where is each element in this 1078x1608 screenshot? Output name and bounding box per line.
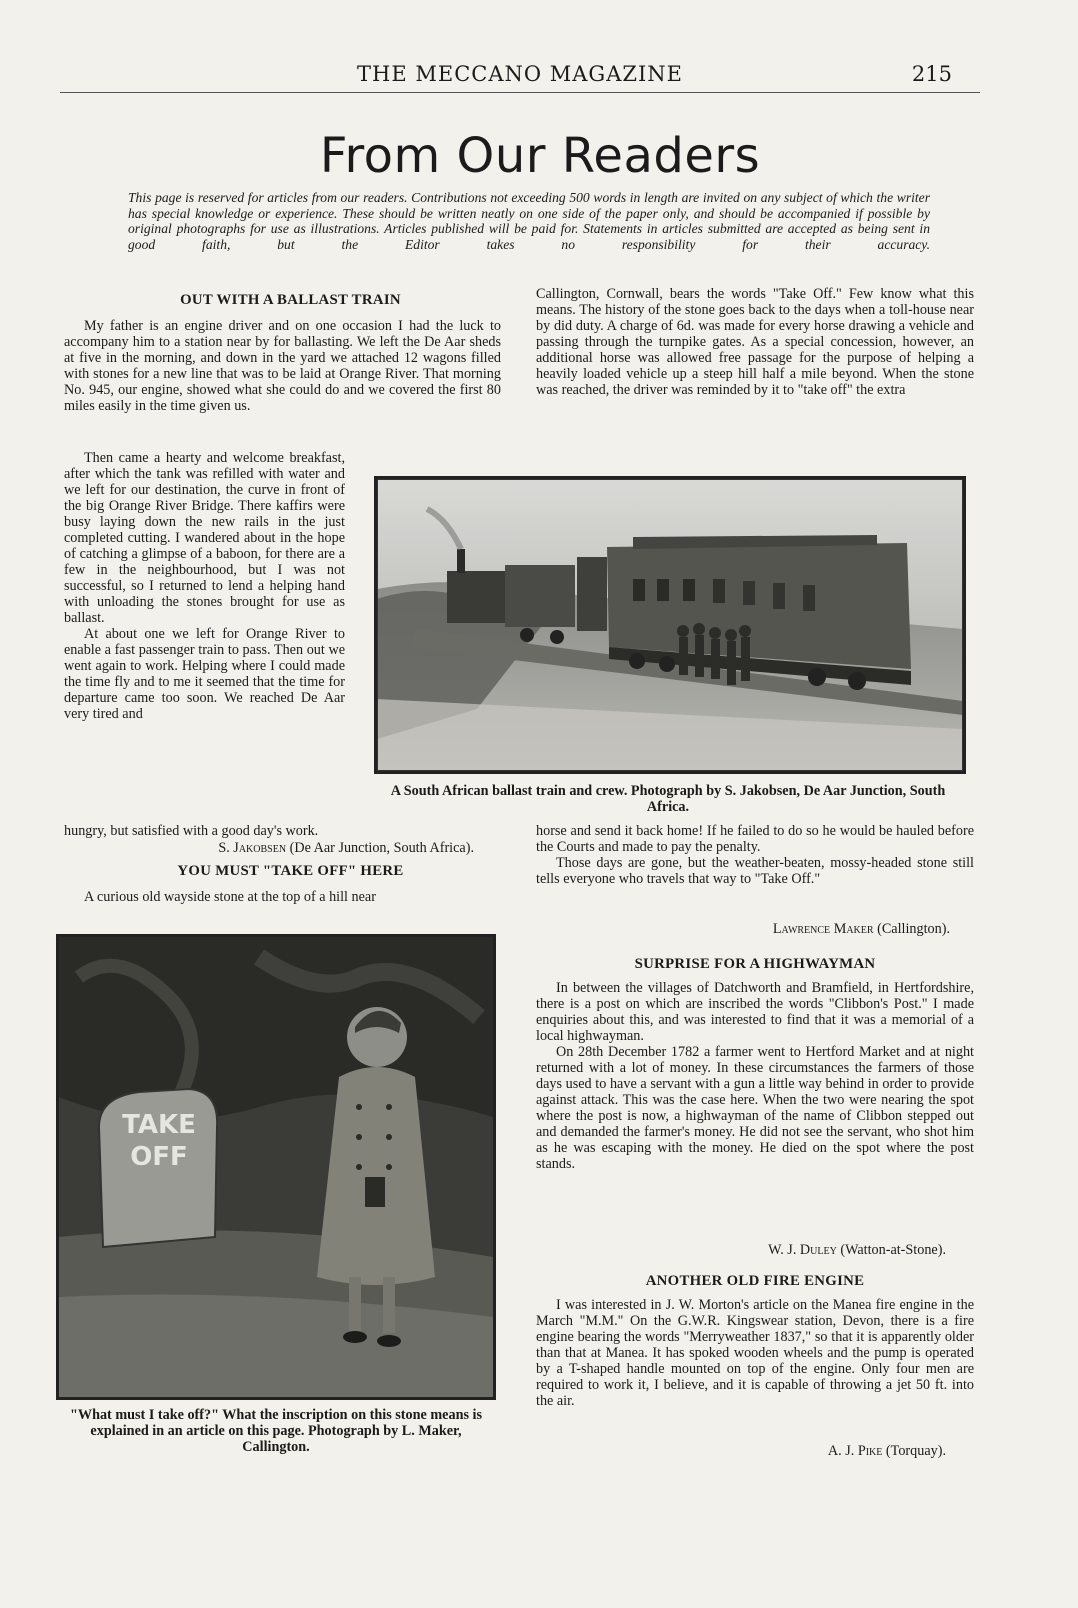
- caption-take-off-stone: "What must I take off?" What the inscription on this stone means is explained in an article on this page. Photograph by L. Maker, Callington.: [70, 1407, 482, 1455]
- author-name: S. Jakobsen: [218, 840, 287, 856]
- takeoff-para-start: A curious old wayside stone at the top of a hill near: [84, 889, 376, 905]
- highwayman-signature: [536, 1242, 946, 1258]
- photo-take-off-stone: [56, 934, 496, 1400]
- author-name: W. J. Duley: [768, 1242, 837, 1258]
- fire-engine-body: I was interested in J. W. Morton's article on the Manea fire engine in the March "M.M." On the G.W.R. Kingswear station, Devon, there is a fire engine bearing the words "Merryweather 1837," so that it is apparently older than that at Manea. It has spoked wooden wheels and the pump is operated by a T-shaped handle mounted on top of the engine. Only four men are required to work it, I believe, and it is capable of throwing a jet 50 ft. into the air.: [536, 1297, 974, 1409]
- ballast-para-1: My father is an engine driver and on one occasion I had the luck to accompany him to a station near by for ballasting. We left the De Aar sheds at five in the morning, and down in the yard we attached 12 wagons filled with stones for a new line that was to be laid at Orange River. That morning No. 945, our engine, showed what she could do and we covered the first 80 miles easily in the time given us.: [64, 318, 501, 414]
- takeoff-para-cont: Callington, Cornwall, bears the words "Take Off." Few know what this means. The history of the stone goes back to the days when a toll-house near by did duty. A charge of 6d. was made for every horse drawing a vehicle and passing through the turnpike gates. As a special concession, however, an additional horse was allowed free passage for the purpose of helping a heavily loaded vehicle up a steep hill half a mile beyond. When the stone was reached, the driver was reminded by it to "take off" the extra: [536, 286, 974, 398]
- heading-take-off: YOU MUST "TAKE OFF" HERE: [177, 863, 404, 879]
- heading-highwayman: SURPRISE FOR A HIGHWAYMAN: [634, 956, 876, 972]
- magazine-title: THE MECCANO MAGAZINE: [357, 62, 683, 86]
- heading-fire-engine: ANOTHER OLD FIRE ENGINE: [645, 1273, 865, 1289]
- author-name: Lawrence Maker: [772, 921, 874, 937]
- stone-inscription-line-2: OFF: [130, 1142, 188, 1172]
- author-location: (Callington).: [877, 921, 950, 937]
- takeoff-para-end: horse and send it back home! If he failed to do so he would be hauled before the Courts and made to pay the penalty. Those days are gone, but the weather-beaten, mossy-headed stone still tells everyone who travels that way to "Take Off.": [536, 823, 974, 887]
- intro-note: This page is reserved for articles from our readers. Contributions not exceeding 500 words in length are invited on any subject of which the writer has special knowledge or experience. These should be written neatly on one side of the paper only, and should be accompanied if possible by original photographs for use as illustrations. Articles published will be paid for. Statements in articles submitted are accepted as being sent in good faith, but the Editor takes no responsibility for their accuracy.: [128, 190, 930, 252]
- stone-illustration: [59, 937, 493, 1397]
- author-location: (Torquay).: [885, 1443, 946, 1459]
- heading-ballast-train: OUT WITH A BALLAST TRAIN: [180, 292, 401, 308]
- train-illustration: [377, 479, 963, 771]
- author-location: (Watton-at-Stone).: [840, 1242, 946, 1258]
- ballast-para-2-3: Then came a hearty and welcome breakfast, after which the tank was refilled with water and we left for our destination, the curve in front of the big Orange River Bridge. There kaffirs were busy laying down the new rails in the just completed cutting. I wandered about in the hope of catching a glimpse of a baboon, for there are a few in the neighbourhood, but I was not successful, so I returned to lend a helping hand with unloading the stones brought for use as ballast. At about one we left for Orange River to enable a fast passenger train to pass. Then out we went again to work. Helping where I could made the time fly and to me it seemed that the time for departure came too soon. We reached De Aar very tired and: [64, 450, 345, 722]
- highwayman-body: In between the villages of Datchworth and Bramfield, in Hertfordshire, there is a post on which are inscribed the words "Clibbon's Post." I made enquiries about this, and was interested to find that it was a memorial of a local highwayman. On 28th December 1782 a farmer went to Hertford Market and at night returned with a lot of money. In these circumstances the farmers of those days used to have a servant with a gun a little way behind in order to provide against attack. This was the case here. When the two were nearing the spot where the post is now, a highwayman of the name of Clibbon stepped out and demanded the farmer's money. He did not see the servant, who shot him as he was escaping with the money. He died on the spot where the post stands.: [536, 980, 974, 1172]
- fire-engine-signature: [536, 1443, 946, 1459]
- caption-ballast-train: A South African ballast train and crew. Photograph by S. Jakobsen, De Aar Junction, South Africa.: [390, 783, 946, 815]
- author-location: (De Aar Junction, South Africa).: [289, 840, 474, 856]
- page-number: 215: [911, 62, 952, 86]
- ballast-para-end: hungry, but satisfied with a good day's work.: [64, 823, 319, 839]
- photo-ballast-train: [374, 476, 966, 774]
- running-head: [60, 60, 980, 93]
- author-name: A. J. Pike: [827, 1443, 883, 1459]
- page-title: From Our Readers: [319, 128, 761, 184]
- stone-inscription-line-1: TAKE: [122, 1110, 196, 1140]
- takeoff-signature: [536, 921, 950, 937]
- ballast-signature: [64, 840, 474, 856]
